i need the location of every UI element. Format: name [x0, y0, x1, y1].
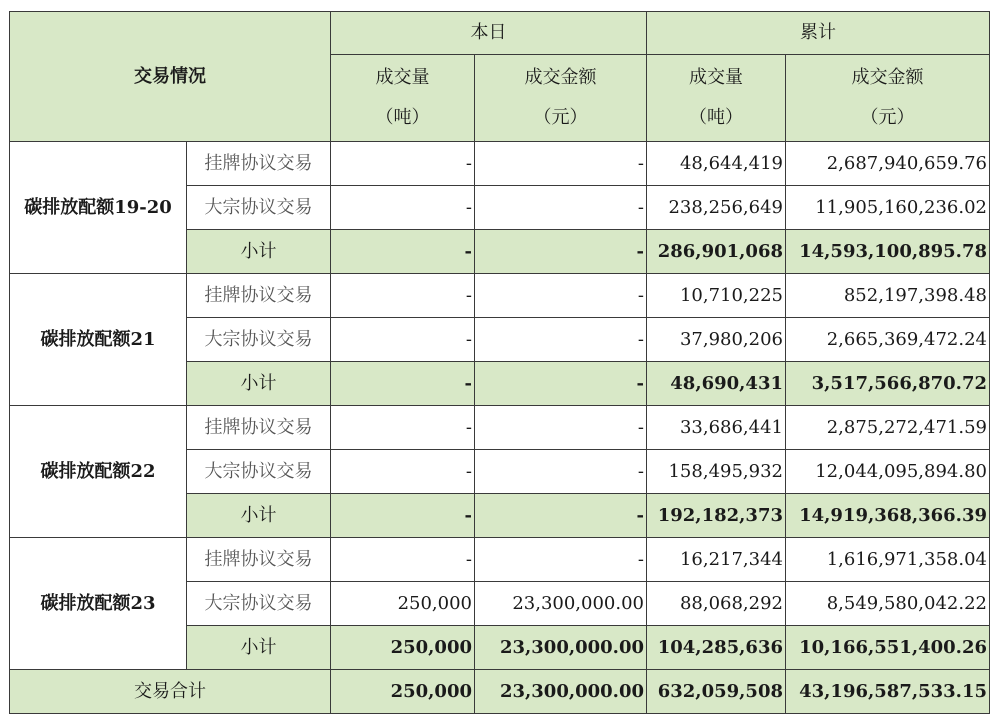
group-name: 碳排放配额23: [10, 538, 187, 670]
today-amount: -: [475, 186, 647, 230]
cum-amount-label: 成交金额: [851, 67, 924, 88]
group-name: 碳排放配额22: [10, 406, 187, 538]
subtotal-cum-amount: 14,919,368,366.39: [786, 494, 990, 538]
today-volume: -: [331, 318, 475, 362]
trade-type: 挂牌协议交易: [187, 406, 331, 450]
trade-type: 挂牌协议交易: [187, 142, 331, 186]
today-amount: -: [475, 538, 647, 582]
subtotal-today-volume: 250,000: [331, 626, 475, 670]
today-amount: -: [475, 142, 647, 186]
total-cum-volume: 632,059,508: [647, 670, 786, 714]
trade-type: 大宗协议交易: [187, 450, 331, 494]
subtotal-label: 小计: [187, 230, 331, 274]
cum-volume: 48,644,419: [647, 142, 786, 186]
today-amount-unit: （元）: [533, 107, 588, 128]
group-name: 碳排放配额21: [10, 274, 187, 406]
today-amount: -: [475, 450, 647, 494]
total-row: [10, 670, 990, 714]
table-row: [10, 538, 990, 582]
table-row: [10, 142, 990, 186]
table-row: [10, 274, 990, 318]
today-amount: -: [475, 318, 647, 362]
cum-amount: 11,905,160,236.02: [786, 186, 990, 230]
subtotal-cum-volume: 48,690,431: [647, 362, 786, 406]
subtotal-label: 小计: [187, 362, 331, 406]
cum-volume-unit: （吨）: [689, 107, 743, 128]
total-today-volume: 250,000: [331, 670, 475, 714]
today-amount-header: [475, 55, 647, 142]
subtotal-cum-volume: 104,285,636: [647, 626, 786, 670]
cum-volume: 16,217,344: [647, 538, 786, 582]
today-volume: -: [331, 142, 475, 186]
cum-amount-unit: （元）: [860, 107, 915, 128]
total-today-amount: 23,300,000.00: [475, 670, 647, 714]
group-name: 碳排放配额19-20: [10, 142, 187, 274]
subtotal-cum-volume: 286,901,068: [647, 230, 786, 274]
today-volume: -: [331, 274, 475, 318]
cum-volume: 88,068,292: [647, 582, 786, 626]
subtotal-today-amount: -: [475, 494, 647, 538]
today-volume-header: [331, 55, 475, 142]
cum-amount: 1,616,971,358.04: [786, 538, 990, 582]
cum-volume-header: [647, 55, 786, 142]
today-volume-label: 成交量: [375, 67, 430, 88]
today-volume-unit: （吨）: [375, 107, 430, 128]
subtotal-cum-amount: 3,517,566,870.72: [786, 362, 990, 406]
subtotal-today-amount: 23,300,000.00: [475, 626, 647, 670]
subtotal-label: 小计: [187, 494, 331, 538]
today-volume: -: [331, 406, 475, 450]
cum-amount: 2,875,272,471.59: [786, 406, 990, 450]
trade-table: [9, 11, 990, 714]
table-row: [10, 406, 990, 450]
today-amount: -: [475, 406, 647, 450]
cum-amount: 8,549,580,042.22: [786, 582, 990, 626]
cum-volume-label: 成交量: [689, 67, 743, 88]
subtotal-label: 小计: [187, 626, 331, 670]
today-amount: -: [475, 274, 647, 318]
cum-volume: 33,686,441: [647, 406, 786, 450]
total-cum-amount: 43,196,587,533.15: [786, 670, 990, 714]
today-volume: -: [331, 186, 475, 230]
cum-amount: 12,044,095,894.80: [786, 450, 990, 494]
cum-amount: 2,665,369,472.24: [786, 318, 990, 362]
cumulative-header: 累计: [647, 12, 990, 55]
subtotal-today-volume: -: [331, 362, 475, 406]
cum-volume: 10,710,225: [647, 274, 786, 318]
trade-type: 大宗协议交易: [187, 186, 331, 230]
today-volume: -: [331, 538, 475, 582]
today-amount-label: 成交金额: [524, 67, 597, 88]
today-volume: -: [331, 450, 475, 494]
subtotal-today-amount: -: [475, 362, 647, 406]
today-volume: 250,000: [331, 582, 475, 626]
today-amount: 23,300,000.00: [475, 582, 647, 626]
trade-type: 大宗协议交易: [187, 582, 331, 626]
trade-type: 大宗协议交易: [187, 318, 331, 362]
trade-type: 挂牌协议交易: [187, 538, 331, 582]
total-label: 交易合计: [10, 670, 331, 714]
trade-situation-header: 交易情况: [10, 12, 331, 142]
cum-volume: 158,495,932: [647, 450, 786, 494]
subtotal-today-volume: -: [331, 230, 475, 274]
cum-amount: 2,687,940,659.76: [786, 142, 990, 186]
subtotal-today-amount: -: [475, 230, 647, 274]
trade-type: 挂牌协议交易: [187, 274, 331, 318]
subtotal-cum-amount: 14,593,100,895.78: [786, 230, 990, 274]
subtotal-cum-amount: 10,166,551,400.26: [786, 626, 990, 670]
subtotal-today-volume: -: [331, 494, 475, 538]
today-header: 本日: [331, 12, 647, 55]
cum-volume: 37,980,206: [647, 318, 786, 362]
cum-amount: 852,197,398.48: [786, 274, 990, 318]
subtotal-cum-volume: 192,182,373: [647, 494, 786, 538]
cum-amount-header: [786, 55, 990, 142]
cum-volume: 238,256,649: [647, 186, 786, 230]
